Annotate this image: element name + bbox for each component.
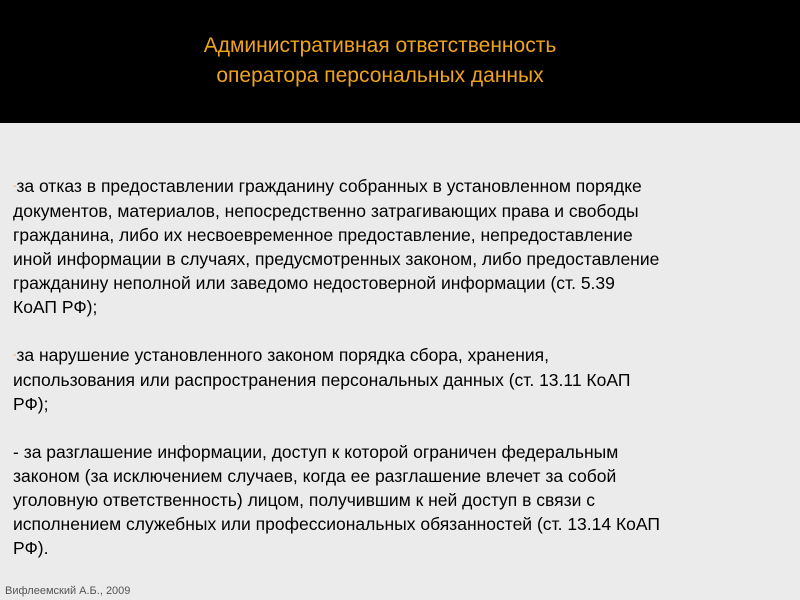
item-line: гражданина, либо их несвоевременное предоставление, непредоставление — [13, 225, 633, 245]
item-line: иной информации в случаях, предусмотренных законом, либо предоставление — [13, 249, 660, 269]
slide-body — [13, 174, 783, 560]
slide-title — [130, 31, 630, 91]
item-line: использования или распространения персональных данных (ст. 13.11 КоАП — [13, 370, 631, 390]
item-text: за отказ в предоставлении гражданину собранных в установленном порядке — [16, 176, 642, 196]
list-item — [13, 343, 783, 416]
item-line: - за разглашение информации, доступ к которой ограничен федеральным — [13, 442, 619, 462]
item-line: РФ). — [13, 538, 49, 558]
bullet-marker: - — [13, 350, 17, 361]
item-line: КоАП РФ); — [13, 297, 98, 317]
slide-footer: Вифлеемский А.Б., 2009 — [5, 585, 131, 597]
item-line: законом (за исключением случаев, когда ее разглашение влечет за собой — [13, 466, 617, 486]
title-line: Административная ответственность — [203, 34, 557, 57]
item-line — [13, 174, 783, 199]
item-line: исполнением служебных или профессиональных обязанностей (ст. 13.14 КоАП — [13, 514, 660, 534]
item-line: уголовную ответственность) лицом, получившим к ней доступ в связи с — [13, 490, 596, 510]
item-text: за нарушение установленного законом порядка сбора, хранения, — [16, 345, 549, 365]
item-line: документов, материалов, непосредственно затрагивающих права и свободы — [13, 201, 639, 221]
list-item — [13, 174, 783, 319]
paragraph-gap — [13, 319, 783, 343]
title-line: оператора персональных данных — [216, 64, 544, 87]
list-item — [13, 440, 783, 560]
item-line: РФ); — [13, 394, 49, 414]
paragraph-gap — [13, 416, 783, 440]
bullet-marker: - — [13, 181, 17, 192]
item-line — [13, 343, 783, 368]
slide-header — [0, 0, 800, 123]
item-line: гражданину неполной или заведомо недостоверной информации (ст. 5.39 — [13, 273, 615, 293]
